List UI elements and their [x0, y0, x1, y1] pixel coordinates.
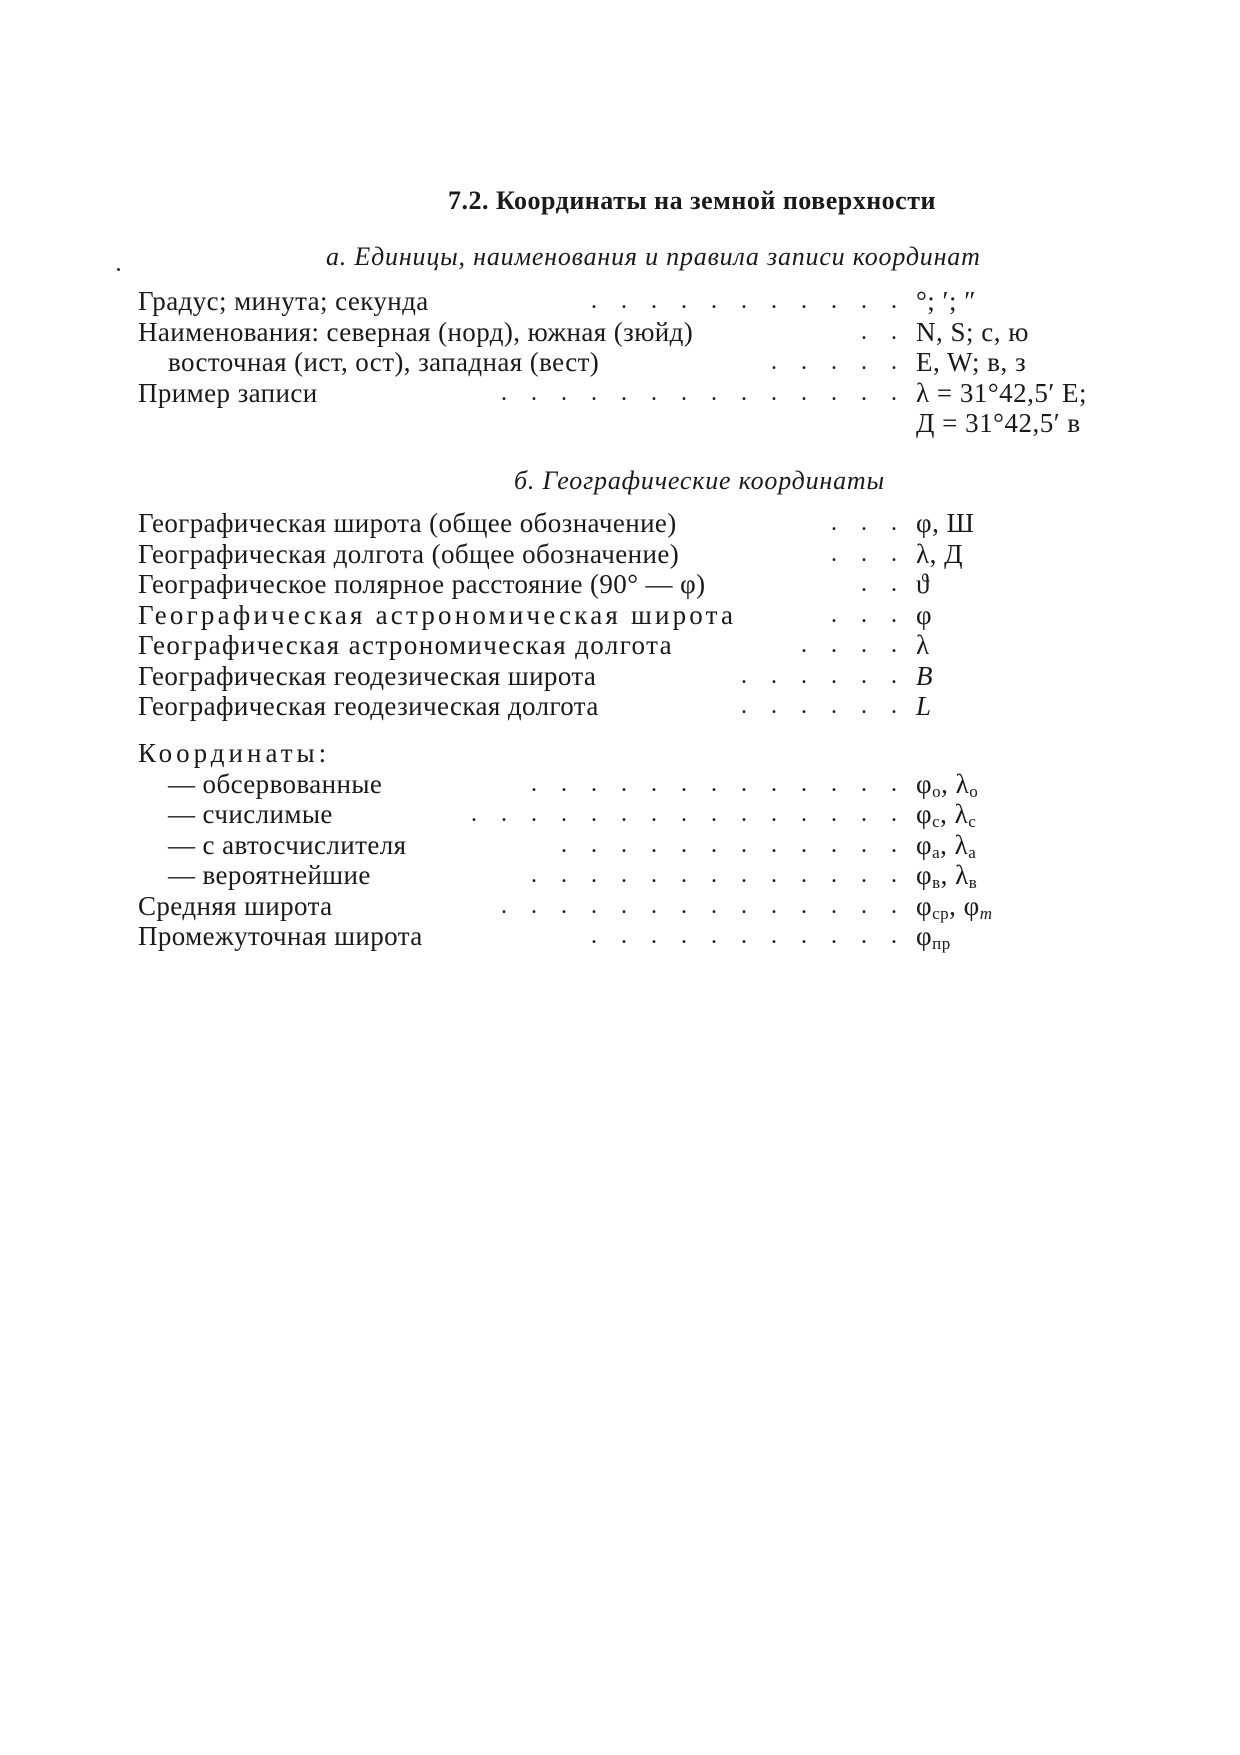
entry-symbol: $\varphi_а$, $\lambda_а$ — [916, 829, 977, 862]
entry-symbol: E, W; в, з — [916, 347, 1027, 377]
leader-dots: . . . . . . . . . . . . . . — [501, 379, 906, 406]
entry-row — [138, 921, 1018, 952]
entry-label: Наименования: северная (норд), южная (зюйд) — [138, 316, 694, 347]
entry-symbol: $\varphi_о$, $\lambda_о$ — [916, 768, 979, 801]
leader-dots: . . . . . . — [741, 662, 906, 689]
entry-row — [138, 569, 1018, 600]
entry-symbol: λ — [916, 630, 930, 660]
entry-symbol: $\varphi_{пр}$ — [916, 921, 951, 953]
entry-label: Географическая астрономическая широта — [138, 599, 737, 630]
leader-dots: . . . . . . . . . . . . . . . — [471, 801, 906, 827]
leader-dots: . . . . . . . . . . . . . . — [501, 892, 906, 919]
entry-row — [138, 377, 1088, 409]
entry-label: — счислимые — [168, 799, 333, 829]
group-heading: Координаты: — [138, 738, 331, 768]
entry-row — [138, 508, 1018, 539]
leader-dots: . . . . . — [771, 349, 906, 375]
leader-dots: . . — [861, 318, 906, 345]
entry-row — [138, 661, 1018, 692]
leader-dots: . . . — [831, 510, 906, 536]
entry-row — [138, 830, 1018, 861]
entry-symbol: B — [916, 660, 933, 691]
subsection-heading-a: а. Единицы, наименования и правила записи координат — [326, 242, 981, 271]
entry-symbol: N, S; с, ю — [916, 316, 1029, 347]
entry-symbol: φ — [916, 599, 933, 630]
leader-dots: . . . . . . — [741, 693, 906, 719]
entry-label: восточная (ист, ост), западная (вест) — [168, 347, 600, 377]
entry-row — [138, 539, 1018, 570]
entry-row — [138, 860, 1018, 891]
entry-row — [138, 691, 1018, 722]
entry-symbol: ϑ — [916, 569, 930, 599]
subsection-heading-b: б. Географические координаты — [514, 466, 885, 495]
leader-dots: . . . . . . . . . . . . — [561, 831, 906, 858]
entry-row — [138, 738, 1018, 769]
leader-dots: . . — [861, 571, 906, 597]
entry-label: Пример записи — [138, 377, 318, 408]
entry-label: Географическая долгота (общее обозначение) — [138, 538, 680, 569]
entry-symbol: λ = 31°42,5′ E; — [916, 377, 1088, 408]
leader-dots: . . . — [831, 540, 906, 567]
entry-symbol: λ, Д — [916, 538, 964, 569]
entry-label: Географическая геодезическая долгота — [138, 691, 599, 721]
leader-dots: . . . . . . . . . . . — [591, 923, 906, 949]
entry-label: Средняя широта — [138, 890, 333, 921]
entry-row — [138, 769, 1018, 800]
entry-label: — обсервованные — [168, 768, 383, 799]
section-title: 7.2. Координаты на земной поверхности — [448, 186, 936, 215]
entry-symbol: °; ′; ″ — [916, 286, 976, 316]
entry-label: Географическое полярное расстояние (90° — φ) — [138, 569, 706, 599]
entry-symbol: $\varphi_с$, $\lambda_с$ — [916, 799, 977, 831]
entry-row — [138, 408, 1081, 439]
entry-label: Градус; минута; секунда — [138, 286, 429, 316]
leader-dots: . . . . . . . . . . . — [591, 288, 906, 314]
entry-label: Промежуточная широта — [138, 921, 423, 951]
entry-row — [138, 891, 1018, 922]
entry-row — [138, 316, 1029, 348]
entry-row — [138, 347, 1027, 378]
section-a-entries — [138, 286, 1088, 439]
entry-symbol: L — [916, 691, 932, 721]
entry-row — [138, 286, 1018, 317]
section-c-entries — [138, 738, 1018, 952]
entry-row — [138, 600, 1018, 631]
entry-label: — вероятнейшие — [168, 860, 371, 890]
entry-label: Географическая астрономическая долгота — [138, 630, 673, 660]
entry-symbol: $\varphi_в$, $\lambda_в$ — [916, 860, 978, 892]
section-b-entries — [138, 508, 1018, 722]
entry-label: Географическая широта (общее обозначение) — [138, 508, 677, 538]
entry-symbol: Д = 31°42,5′ в — [916, 408, 1081, 438]
entry-label: — с автосчислителя — [168, 829, 407, 860]
leader-dots: . . . . . . . . . . . . . — [531, 862, 906, 888]
entry-row — [138, 799, 1018, 830]
entry-symbol: φ, Ш — [916, 508, 975, 538]
leader-dots: . . . . . . . . . . . . . — [531, 770, 906, 797]
entry-row — [138, 630, 1018, 661]
leader-dots: . . . . — [801, 632, 906, 658]
entry-label: Географическая геодезическая широта — [138, 660, 597, 691]
entry-symbol: $\varphi_{ср}$, $\varphi_m$ — [916, 890, 993, 923]
leader-dots: . . . — [831, 601, 906, 628]
scan-speck — [117, 268, 120, 271]
